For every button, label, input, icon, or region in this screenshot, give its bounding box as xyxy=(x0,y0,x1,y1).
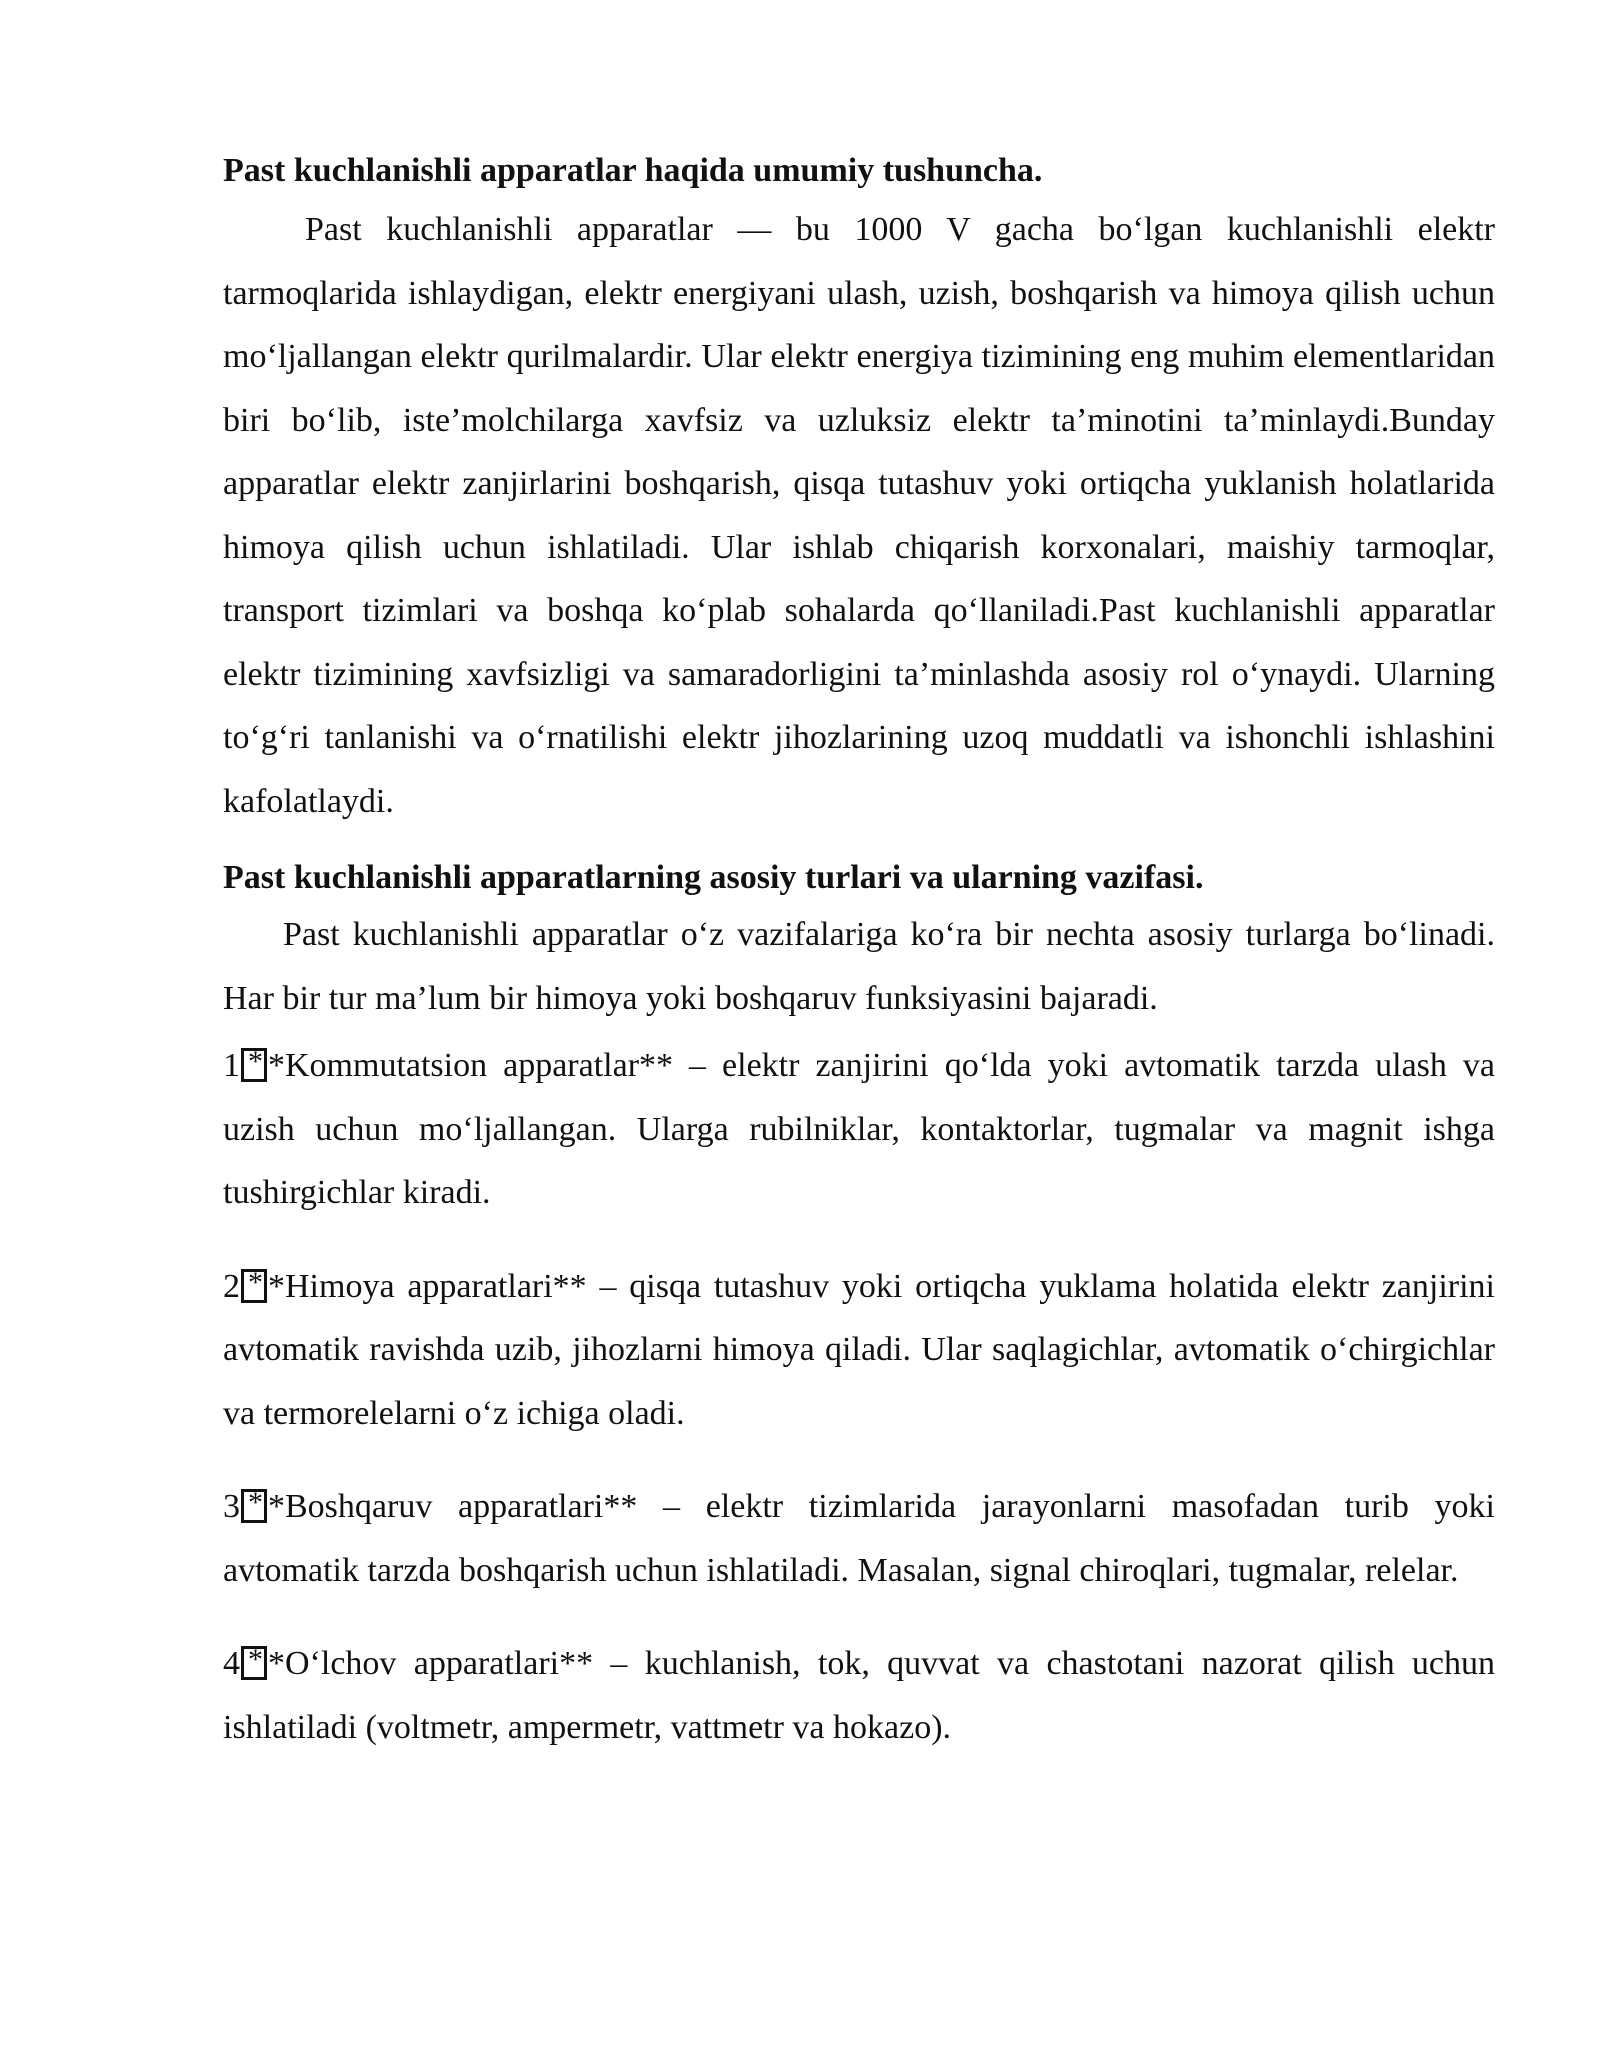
list-item xyxy=(223,1475,1495,1602)
item-number: 4 xyxy=(223,1645,240,1682)
item-text: *O‘lchov apparatlari** – kuchlanish, tok, quvvat va chastotani nazorat qilish uchun ishlatiladi (voltmetr, ampermetr, vattmetr va hokazo). xyxy=(223,1645,1495,1746)
item-number: 3 xyxy=(223,1488,240,1525)
list-item xyxy=(223,1632,1495,1759)
section-heading-general-concept: Past kuchlanishli apparatlar haqida umumiy tushuncha. xyxy=(223,152,1043,189)
list-item xyxy=(223,1034,1495,1225)
intro-paragraph: Past kuchlanishli apparatlar — bu 1000 V gacha bo‘lgan kuchlanishli elektr tarmoqlarida ishlaydigan, elektr energiyani ulash, uzish, boshqarish va himoya qilish uchun mo‘ljallangan elektr qurilmalardir. Ular elektr energiya tizimining eng muhim elementlaridan biri bo‘lib, iste’molchilarga xavfsiz va uzluksiz elektr ta’minotini ta’minlaydi.Bunday apparatlar elektr zanjirlarini boshqarish, qisqa tutashuv yoki ortiqcha yuklanish holatlarida himoya qilish uchun ishlatiladi. Ular ishlab chiqarish korxonalari, maishiy tarmoqlar, transport tizimlari va boshqa ko‘plab sohalarda qo‘llaniladi.Past kuchlanishli apparatlar elektr tizimining xavfsizligi va samaradorligini ta’minlashda asosiy rol o‘ynaydi. Ularning to‘g‘ri tanlanishi va o‘rnatilishi elektr jihozlarining uzoq muddatli va ishonchli ishlashini kafolatlaydi. xyxy=(223,211,1495,820)
item-text: *Boshqaruv apparatlari** – elektr tizimlarida jarayonlarni masofadan turib yoki avtomatik tarzda boshqarish uchun ishlatiladi. Masalan, signal chiroqlari, tugmalar, relelar. xyxy=(223,1488,1495,1589)
types-intro-paragraph: Past kuchlanishli apparatlar o‘z vazifalariga ko‘ra bir nechta asosiy turlarga bo‘linadi. Har bir tur ma’lum bir himoya yoki boshqaruv funksiyasini bajaradi. xyxy=(223,916,1495,1017)
boxed-asterisk-icon xyxy=(241,1646,267,1680)
list-item xyxy=(223,1255,1495,1446)
boxed-asterisk-icon xyxy=(241,1048,267,1082)
item-number: 1 xyxy=(223,1047,240,1084)
item-number: 2 xyxy=(223,1267,240,1305)
boxed-asterisk-icon xyxy=(241,1489,267,1523)
item-text: *Kommutatsion apparatlar** – elektr zanjirini qo‘lda yoki avtomatik tarzda ulash va uzish uchun mo‘ljallangan. Ularga rubilniklar, kontaktorlar, tugmalar va magnit ishga tushirgichlar kiradi. xyxy=(223,1047,1495,1211)
boxed-asterisk-icon xyxy=(241,1269,267,1303)
section-heading-types: Past kuchlanishli apparatlarning asosiy turlari va ularning vazifasi. xyxy=(223,859,1204,896)
document-body xyxy=(223,148,1495,1789)
item-text: *Himoya apparatlari** – qisqa tutashuv yoki ortiqcha yuklama holatida elektr zanjirini avtomatik ravishda uzib, jihozlarni himoya qiladi. Ular saqlagichlar, avtomatik o‘chirgichlar va termorelelarni o‘z ichiga oladi. xyxy=(223,1267,1495,1432)
